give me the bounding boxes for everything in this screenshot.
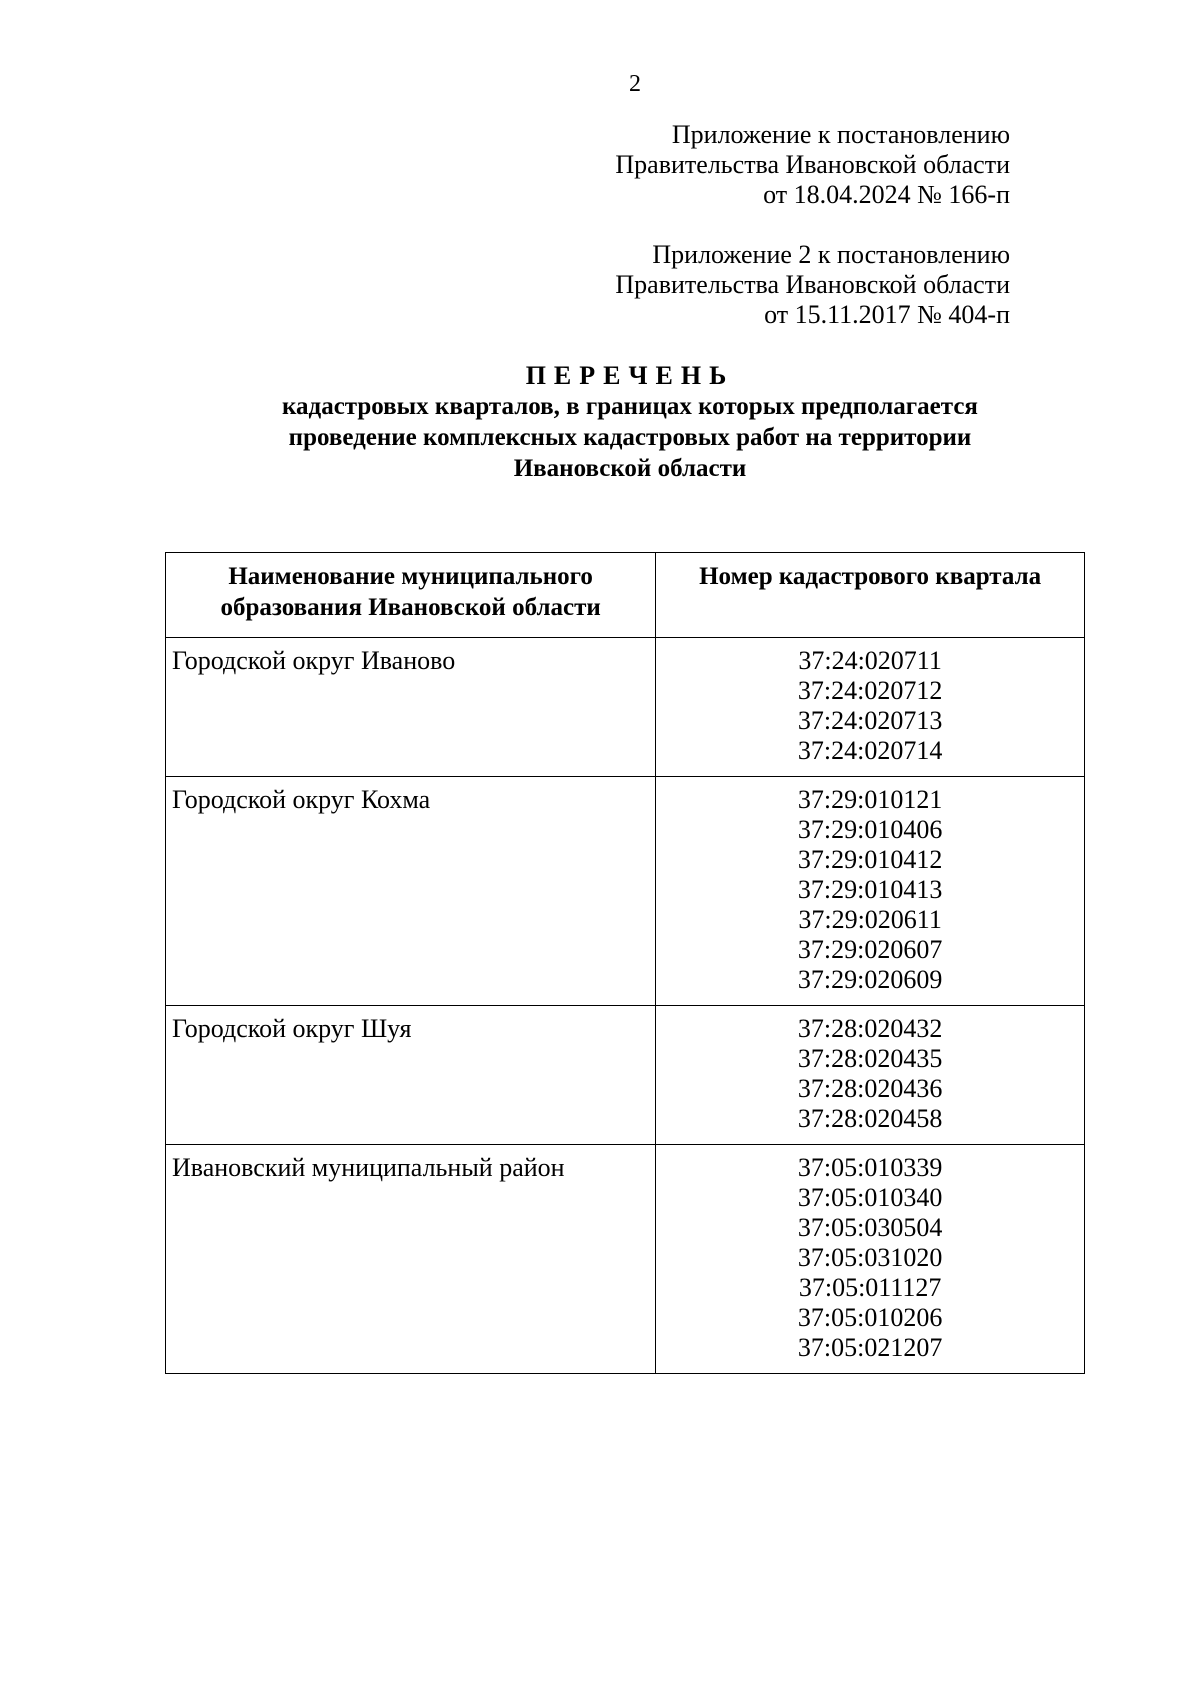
cadastral-number: 37:29:010413	[797, 875, 943, 904]
cadastral-number: 37:24:020713	[797, 706, 943, 735]
cadastral-number: 37:05:031020	[797, 1243, 943, 1272]
cadastral-number: 37:28:020432	[797, 1014, 943, 1043]
cadastral-number: 37:29:010121	[797, 785, 943, 814]
table-row	[166, 638, 1085, 777]
cadastral-number: 37:05:010206	[797, 1303, 943, 1332]
municipality-name: Городской округ Иваново	[166, 638, 656, 777]
cadastral-number: 37:29:020611	[798, 905, 942, 934]
municipality-name: Городской округ Шуя	[166, 1006, 656, 1145]
cadastral-number: 37:05:010340	[797, 1183, 943, 1212]
cadastral-number: 37:24:020712	[797, 676, 943, 705]
appendix-line: Правительства Ивановской области	[615, 270, 1010, 299]
title-line: Ивановской области	[513, 455, 747, 482]
page-number: 2	[629, 71, 641, 97]
cadastral-number: 37:29:020609	[797, 965, 943, 994]
quarter-numbers-cell	[656, 638, 1085, 777]
cadastral-number: 37:24:020714	[797, 736, 943, 765]
cadastral-number: 37:28:020435	[797, 1044, 943, 1073]
cadastral-number: 37:05:011127	[798, 1273, 942, 1302]
appendix-reference-original	[615, 240, 1010, 330]
cadastral-number: 37:05:021207	[797, 1333, 943, 1362]
cadastral-number: 37:28:020458	[797, 1104, 943, 1133]
municipality-name: Ивановский муниципальный район	[166, 1145, 656, 1374]
document-title	[165, 360, 1095, 484]
quarter-numbers-cell	[656, 1145, 1085, 1374]
header-line: Наименование муниципального	[228, 563, 593, 590]
cadastral-number: 37:29:020607	[797, 935, 943, 964]
table-header-row	[166, 553, 1085, 638]
table-row	[166, 1145, 1085, 1374]
cadastral-number: 37:24:020711	[798, 646, 942, 675]
appendix-line: от 15.11.2017 № 404-п	[764, 300, 1010, 329]
header-line: образования Ивановской области	[220, 594, 601, 621]
cadastral-number: 37:28:020436	[797, 1074, 943, 1103]
municipality-name: Городской округ Кохма	[166, 777, 656, 1006]
appendix-line: Правительства Ивановской области	[615, 150, 1010, 179]
appendix-line: Приложение к постановлению	[671, 120, 1010, 149]
quarter-numbers-cell	[656, 777, 1085, 1006]
cadastral-quarters-table	[165, 552, 1085, 1374]
table-row	[166, 1006, 1085, 1145]
appendix-reference-current	[615, 120, 1010, 210]
header-quarter-number: Номер кадастрового квартала	[656, 553, 1085, 638]
cadastral-number: 37:29:010412	[797, 845, 943, 874]
appendix-line: от 18.04.2024 № 166-п	[763, 180, 1010, 209]
appendix-line: Приложение 2 к постановлению	[652, 240, 1010, 269]
cadastral-number: 37:05:010339	[797, 1153, 943, 1182]
table-row	[166, 777, 1085, 1006]
title-line: проведение комплексных кадастровых работ на территории	[288, 424, 972, 451]
title-main: ПЕРЕЧЕНЬ	[525, 361, 735, 390]
cadastral-number: 37:29:010406	[797, 815, 943, 844]
table-body	[166, 638, 1085, 1374]
quarter-numbers-cell	[656, 1006, 1085, 1145]
cadastral-number: 37:05:030504	[797, 1213, 943, 1242]
header-municipality	[166, 553, 656, 638]
title-line: кадастровых кварталов, в границах которых предполагается	[282, 393, 978, 420]
